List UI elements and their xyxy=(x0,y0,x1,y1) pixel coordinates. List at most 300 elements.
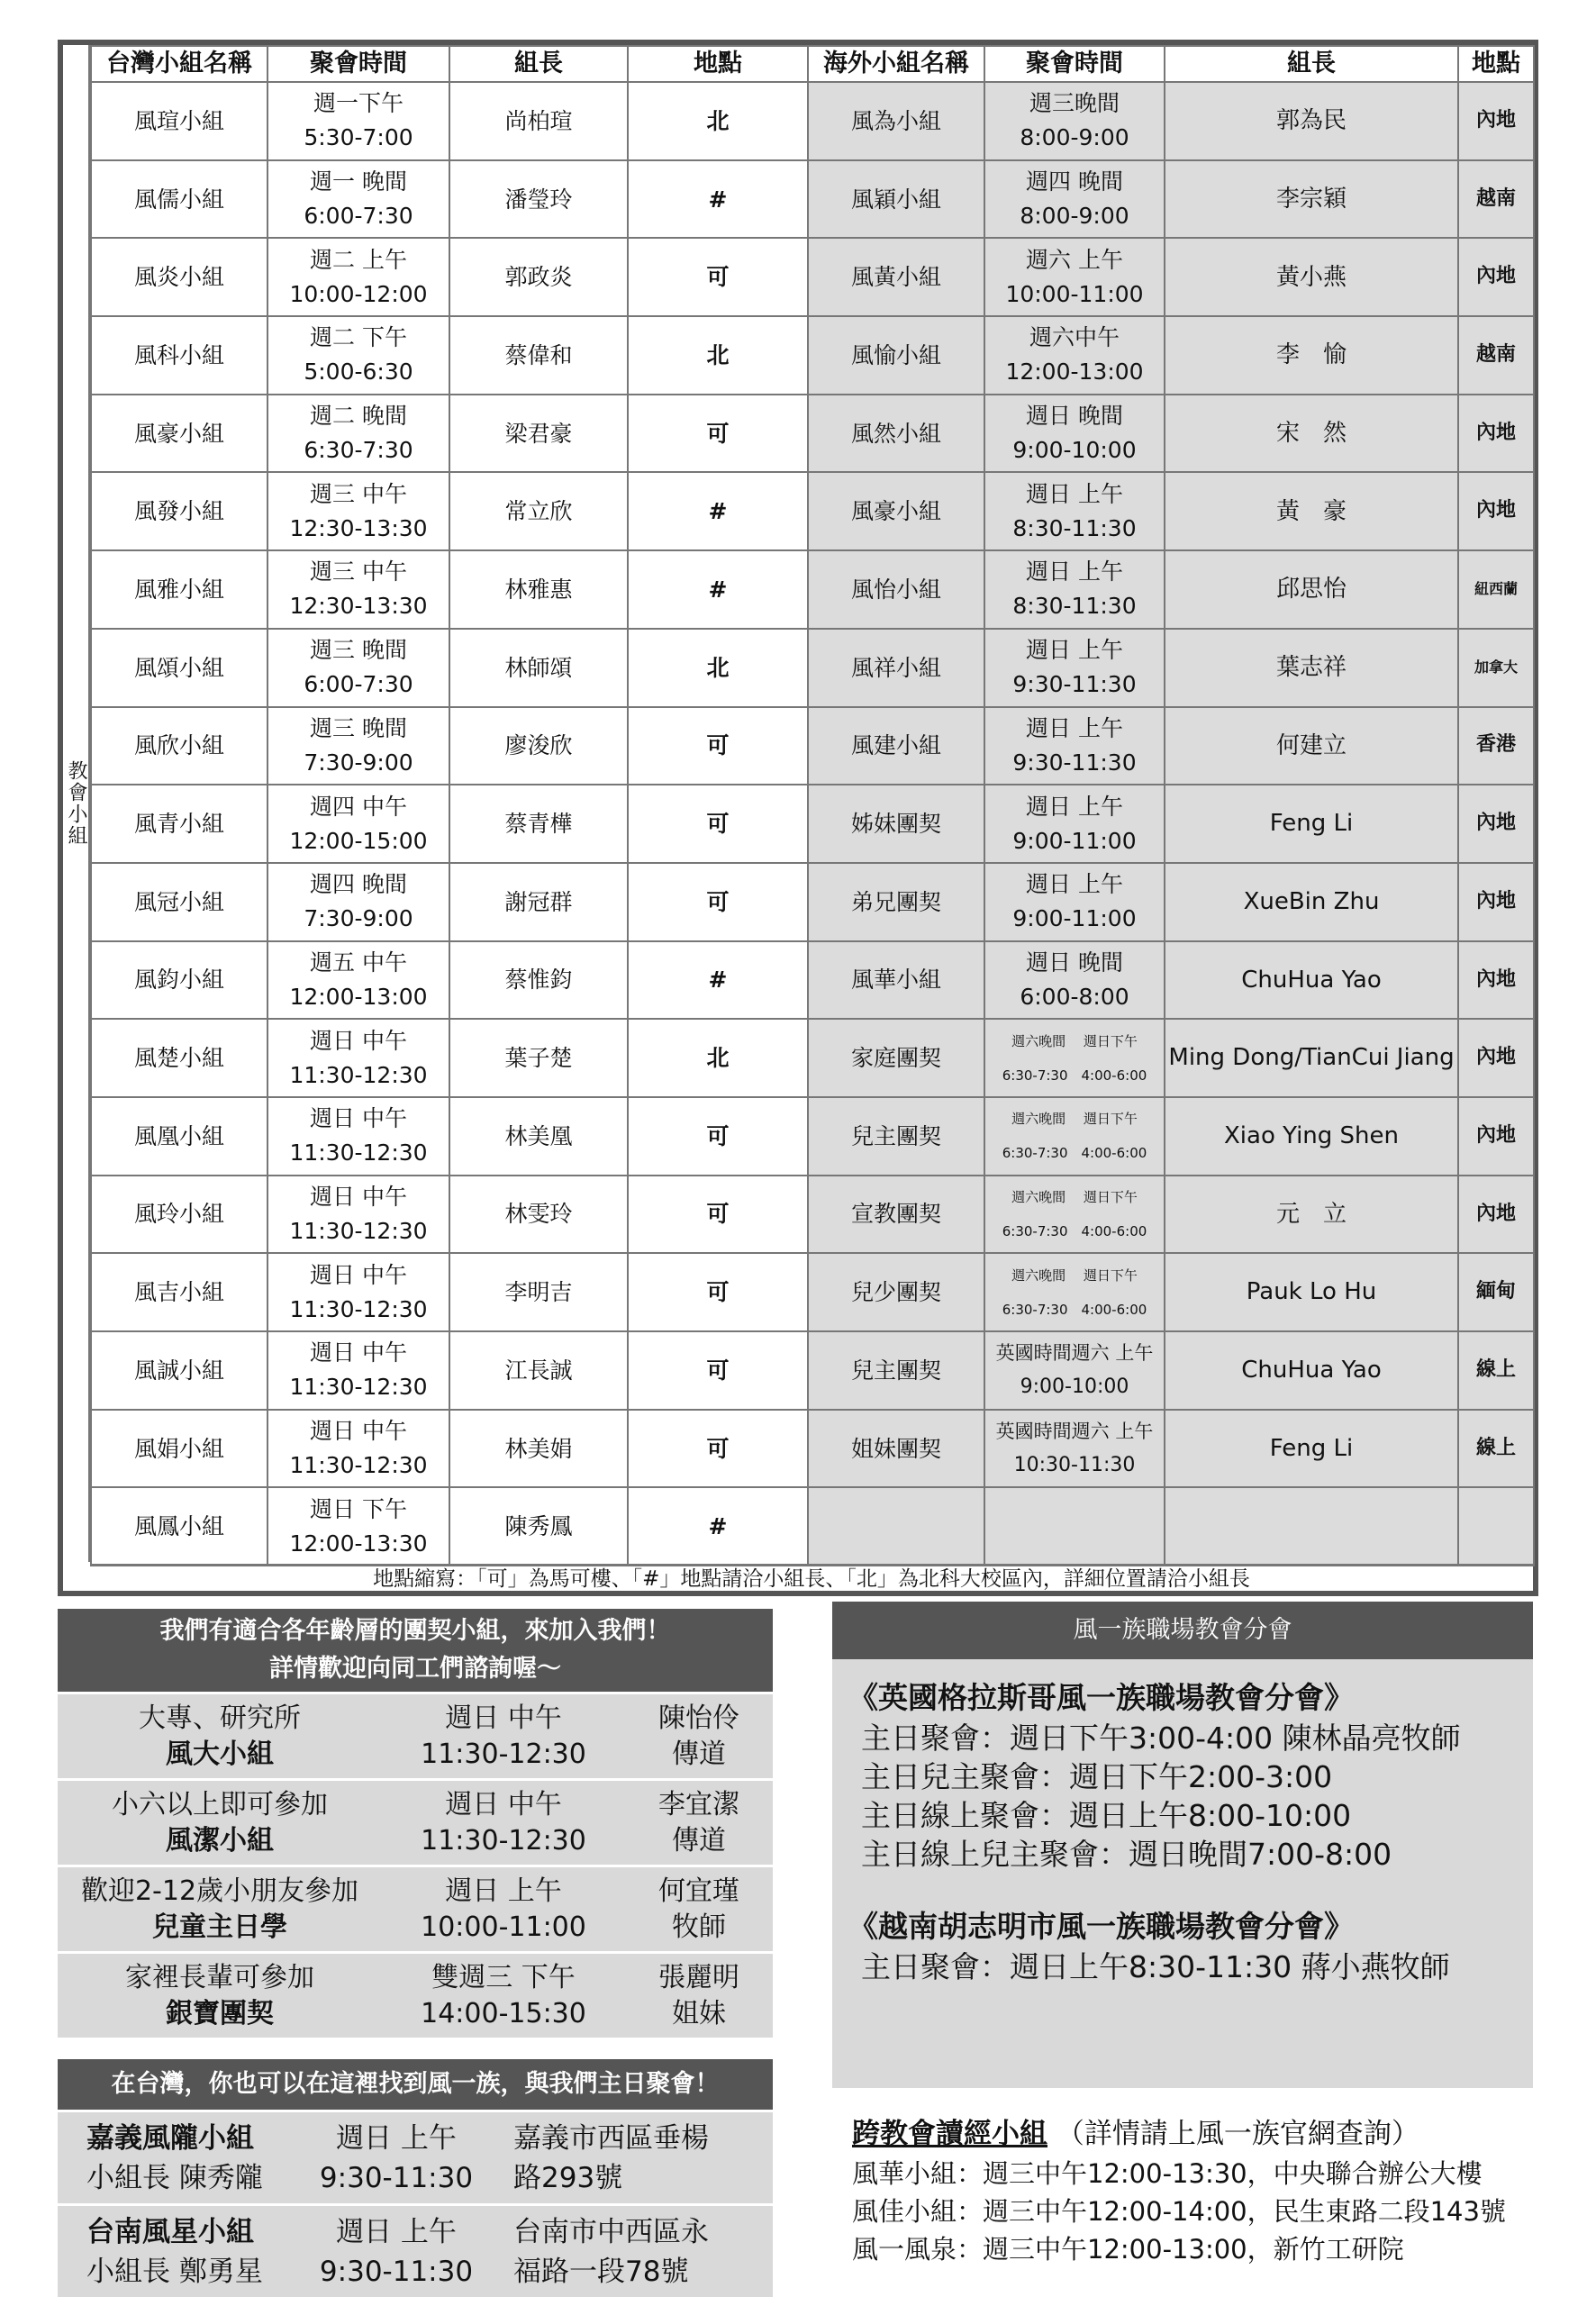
group-name: 銀寶團契 xyxy=(166,1997,274,2029)
overseas-group-leader: Xiao Ying Shen xyxy=(1165,1097,1458,1176)
taiwan-groups-header: 在台灣，你也可以在這裡找到風一族，與我們主日聚會！ xyxy=(58,2059,773,2110)
time-range: 8:30-11:30 xyxy=(1012,593,1137,620)
overseas-location: 加拿大 xyxy=(1458,629,1534,707)
overseas-group-leader: ChuHua Yao xyxy=(1165,941,1458,1020)
table-row xyxy=(91,550,1534,629)
taiwan-meeting-time xyxy=(268,238,449,316)
overseas-group-leader: 李 愉 xyxy=(1165,316,1458,395)
taiwan-location: 可 xyxy=(628,1331,808,1410)
time-range: 9:00-11:00 xyxy=(1012,827,1137,854)
table-row xyxy=(91,1487,1534,1566)
group-time xyxy=(382,1960,625,2032)
taiwan-meeting-time xyxy=(268,1487,449,1566)
taiwan-location: 可 xyxy=(628,1253,808,1331)
taiwan-location: 北 xyxy=(628,629,808,707)
taiwan-location: # xyxy=(628,472,808,550)
group-name: 兒童主日學 xyxy=(152,1911,287,1943)
taiwan-meeting-time xyxy=(268,785,449,863)
time-range: 6:30-7:30 4:00-6:00 xyxy=(1002,1067,1147,1084)
taiwan-group-name: 風鳳小組 xyxy=(91,1487,268,1566)
overseas-group-leader: 李宗穎 xyxy=(1165,160,1458,239)
fellowship-group-row xyxy=(58,1778,773,1865)
header-overseas-location: 地點 xyxy=(1458,46,1534,82)
table-row xyxy=(91,1253,1534,1331)
overseas-meeting-time xyxy=(984,785,1165,863)
time-range: 9:00-10:00 xyxy=(1020,1375,1129,1399)
overseas-meeting-time xyxy=(984,707,1165,785)
overseas-group-name: 姐妹團契 xyxy=(808,1410,984,1488)
taiwan-group-info xyxy=(58,2212,290,2292)
taiwan-group-leader: 尚柏瑄 xyxy=(449,82,628,160)
time-day: 週日 上午 xyxy=(1026,480,1123,507)
time-day: 週日 上午 xyxy=(1026,558,1123,586)
overseas-group-leader: 邱思怡 xyxy=(1165,550,1458,629)
overseas-group-leader: Ming Dong/TianCui Jiang xyxy=(1165,1019,1458,1097)
taiwan-group-leader: 梁君豪 xyxy=(449,395,628,473)
time-day: 週日 晚間 xyxy=(1026,403,1123,430)
workplace-church-branch-panel xyxy=(832,1602,1533,2088)
overseas-meeting-time xyxy=(984,395,1165,473)
address-line: 路293號 xyxy=(513,2161,623,2194)
taiwan-location: 北 xyxy=(628,316,808,395)
taiwan-group-leader: 郭政炎 xyxy=(449,238,628,316)
table-header-row xyxy=(91,46,1534,82)
taiwan-group-time xyxy=(290,2212,503,2292)
overseas-group-name: 風穎小組 xyxy=(808,160,984,239)
group-day: 雙週三 下午 xyxy=(431,1961,576,1993)
overseas-meeting-time xyxy=(984,316,1165,395)
taiwan-group-leader: 葉子楚 xyxy=(449,1019,628,1097)
overseas-meeting-time xyxy=(984,941,1165,1020)
time-day: 週日 晚間 xyxy=(1026,949,1123,976)
time-day: 週六 上午 xyxy=(1026,246,1123,273)
taiwan-group-time-range: 9:30-11:30 xyxy=(319,2161,474,2194)
time-range: 6:30-7:30 4:00-6:00 xyxy=(1002,1145,1147,1162)
table-row xyxy=(91,863,1534,941)
time-range: 11:30-12:30 xyxy=(289,1295,428,1322)
time-range: 7:30-9:00 xyxy=(304,749,413,776)
fellowship-group-row xyxy=(58,1951,773,2038)
time-day: 週六中午 xyxy=(1029,324,1120,351)
overseas-group-leader: 葉志祥 xyxy=(1165,629,1458,707)
group-name: 風大小組 xyxy=(166,1738,274,1770)
taiwan-group-name: 風儒小組 xyxy=(91,160,268,239)
taiwan-meeting-time xyxy=(268,1019,449,1097)
time-day: 週日 中午 xyxy=(310,1261,407,1288)
overseas-location: 內地 xyxy=(1458,863,1534,941)
taiwan-meeting-time xyxy=(268,395,449,473)
overseas-location: 內地 xyxy=(1458,1019,1534,1097)
group-description: 歡迎2-12歲小朋友參加 xyxy=(80,1875,359,1907)
taiwan-meeting-time xyxy=(268,1410,449,1488)
taiwan-group-leader: 林美凰 xyxy=(449,1097,628,1176)
time-day: 週二 晚間 xyxy=(310,403,407,430)
group-contact xyxy=(625,1960,773,2032)
time-day: 週三 中午 xyxy=(310,558,407,586)
uk-branch-title: 《英國格拉斯哥風一族職場教會分會》 xyxy=(848,1680,1354,1715)
header-overseas-time: 聚會時間 xyxy=(984,46,1165,82)
overseas-group-leader: Feng Li xyxy=(1165,1410,1458,1488)
taiwan-groups-panel xyxy=(58,2059,773,2297)
time-range: 9:30-11:30 xyxy=(1012,671,1137,698)
overseas-location: 內地 xyxy=(1458,1097,1534,1176)
vn-branch-title: 《越南胡志明市風一族職場教會分會》 xyxy=(848,1909,1354,1944)
taiwan-group-row xyxy=(58,2203,773,2297)
time-range: 10:30-11:30 xyxy=(1013,1454,1136,1477)
uk-branch-service: 主日線上兒主聚會：週日晚間7:00-8:00 xyxy=(861,1837,1392,1872)
time-range: 7:30-9:00 xyxy=(304,905,413,932)
taiwan-location: # xyxy=(628,550,808,629)
time-day: 週三 晚間 xyxy=(310,637,407,664)
time-day: 週日 上午 xyxy=(1026,793,1123,820)
uk-branch-service: 主日兒主聚會：週日下午2:00-3:00 xyxy=(861,1759,1333,1794)
contact-role: 姐妹 xyxy=(672,1997,726,2029)
time-range: 12:30-13:30 xyxy=(289,593,428,620)
overseas-group-name: 弟兄團契 xyxy=(808,863,984,941)
overseas-location: 線上 xyxy=(1458,1331,1534,1410)
time-range: 11:30-12:30 xyxy=(289,1139,428,1167)
overseas-group-name: 風怡小組 xyxy=(808,550,984,629)
taiwan-location: 北 xyxy=(628,1019,808,1097)
overseas-meeting-time xyxy=(984,1097,1165,1176)
taiwan-group-leader: 林師頌 xyxy=(449,629,628,707)
overseas-location: 緬甸 xyxy=(1458,1253,1534,1331)
group-description: 家裡長輩可參加 xyxy=(125,1961,314,1993)
group-info xyxy=(58,1960,382,2032)
taiwan-group-leader-line: 小組長 陳秀隴 xyxy=(86,2161,263,2194)
taiwan-group-leader: 林雅惠 xyxy=(449,550,628,629)
group-schedule-table xyxy=(58,40,1538,1596)
uk-branch-service: 主日聚會：週日下午3:00-4:00 陳林晶亮牧師 xyxy=(861,1720,1461,1756)
taiwan-group-leader: 常立欣 xyxy=(449,472,628,550)
overseas-location: 內地 xyxy=(1458,472,1534,550)
table-row xyxy=(91,941,1534,1020)
overseas-group-name: 風愉小組 xyxy=(808,316,984,395)
reading-group-line: 風華小組：週三中午12:00-13:30，中央聯合辦公大樓 xyxy=(852,2158,1483,2189)
time-range: 9:30-11:30 xyxy=(1012,749,1137,776)
overseas-location: 線上 xyxy=(1458,1410,1534,1488)
overseas-meeting-time xyxy=(984,1487,1165,1566)
overseas-group-leader: 宋 然 xyxy=(1165,395,1458,473)
taiwan-group-name: 風鈞小組 xyxy=(91,941,268,1020)
time-day: 英國時間週六 上午 xyxy=(995,1421,1154,1443)
cross-church-reading-groups xyxy=(852,2113,1582,2268)
address-line: 嘉義市西區垂楊 xyxy=(513,2121,709,2155)
taiwan-group-name: 風雅小組 xyxy=(91,550,268,629)
reading-note: （詳情請上風一族官網查詢） xyxy=(1056,2118,1419,2150)
overseas-group-leader: 黃小燕 xyxy=(1165,238,1458,316)
time-day: 週五 中午 xyxy=(310,949,407,976)
group-day: 週日 中午 xyxy=(445,1788,562,1820)
time-range: 12:00-15:00 xyxy=(289,827,428,854)
time-range: 8:00-9:00 xyxy=(1020,124,1129,151)
address-line: 福路一段78號 xyxy=(513,2255,689,2288)
group-name: 風潔小組 xyxy=(166,1824,274,1857)
time-range: 8:30-11:30 xyxy=(1012,514,1137,541)
overseas-group-name: 兒主團契 xyxy=(808,1331,984,1410)
taiwan-group-row xyxy=(58,2110,773,2203)
taiwan-group-leader: 蔡偉和 xyxy=(449,316,628,395)
time-day: 週四 中午 xyxy=(310,793,407,820)
taiwan-group-name: 風凰小組 xyxy=(91,1097,268,1176)
taiwan-group-info xyxy=(58,2119,290,2198)
taiwan-group-leader: 陳秀鳳 xyxy=(449,1487,628,1566)
overseas-group-leader xyxy=(1165,1487,1458,1566)
contact-name: 李宜潔 xyxy=(658,1788,739,1820)
taiwan-group-name: 風頌小組 xyxy=(91,629,268,707)
taiwan-group-time xyxy=(290,2119,503,2198)
overseas-group-name: 風建小組 xyxy=(808,707,984,785)
reading-title-line xyxy=(852,2113,1582,2155)
table-row xyxy=(91,629,1534,707)
schedule-grid xyxy=(90,45,1535,1566)
table-row xyxy=(91,707,1534,785)
taiwan-location: 北 xyxy=(628,82,808,160)
overseas-group-name: 姊妹團契 xyxy=(808,785,984,863)
time-day: 週二 下午 xyxy=(310,324,407,351)
taiwan-group-title: 台南風星小組 xyxy=(86,2215,254,2248)
overseas-group-name: 風然小組 xyxy=(808,395,984,473)
overseas-location: 內地 xyxy=(1458,941,1534,1020)
group-time-range: 14:00-15:30 xyxy=(421,1997,586,2029)
table-row xyxy=(91,82,1534,160)
contact-name: 陳怡伶 xyxy=(658,1702,739,1734)
table-row xyxy=(91,1097,1534,1176)
taiwan-group-name: 風冠小組 xyxy=(91,863,268,941)
taiwan-location: 可 xyxy=(628,785,808,863)
overseas-group-name: 兒主團契 xyxy=(808,1097,984,1176)
overseas-location xyxy=(1458,1487,1534,1566)
time-day: 週三 晚間 xyxy=(310,714,407,741)
overseas-group-name: 家庭團契 xyxy=(808,1019,984,1097)
taiwan-meeting-time xyxy=(268,941,449,1020)
time-day: 週日 上午 xyxy=(1026,714,1123,741)
taiwan-group-name: 風豪小組 xyxy=(91,395,268,473)
overseas-group-leader: XueBin Zhu xyxy=(1165,863,1458,941)
overseas-meeting-time xyxy=(984,629,1165,707)
group-time-range: 11:30-12:30 xyxy=(421,1824,586,1857)
taiwan-meeting-time xyxy=(268,82,449,160)
time-range: 12:00-13:00 xyxy=(289,983,428,1010)
time-range: 11:30-12:30 xyxy=(289,1061,428,1088)
taiwan-group-leader: 江長誠 xyxy=(449,1331,628,1410)
fellowship-groups-header: 我們有適合各年齡層的團契小組，來加入我們！ 詳情歡迎向同工們諮詢喔～ xyxy=(58,1609,773,1692)
taiwan-location: 可 xyxy=(628,1176,808,1254)
taiwan-meeting-time xyxy=(268,1097,449,1176)
taiwan-meeting-time xyxy=(268,1253,449,1331)
overseas-location: 內地 xyxy=(1458,238,1534,316)
header-overseas-leader: 組長 xyxy=(1165,46,1458,82)
location-footnote: 地點縮寫：「可」為馬可樓、「#」地點請洽小組長、「北」為北科大校區內，詳細位置請洽小組長 xyxy=(90,1564,1533,1591)
overseas-group-leader: 何建立 xyxy=(1165,707,1458,785)
overseas-group-name: 風為小組 xyxy=(808,82,984,160)
taiwan-group-time-range: 9:30-11:30 xyxy=(319,2255,474,2288)
taiwan-location: 可 xyxy=(628,1097,808,1176)
time-day: 週四 晚間 xyxy=(1026,168,1123,195)
time-range: 5:00-6:30 xyxy=(304,359,413,386)
taiwan-group-leader: 李明吉 xyxy=(449,1253,628,1331)
contact-role: 傳道 xyxy=(672,1738,726,1770)
taiwan-group-day: 週日 上午 xyxy=(336,2121,457,2155)
taiwan-group-leader: 蔡青樺 xyxy=(449,785,628,863)
taiwan-group-leader: 潘瑩玲 xyxy=(449,160,628,239)
taiwan-group-name: 風發小組 xyxy=(91,472,268,550)
branch-header: 風一族職場教會分會 xyxy=(832,1602,1533,1659)
taiwan-group-address xyxy=(503,2212,773,2292)
overseas-meeting-time xyxy=(984,1410,1165,1488)
overseas-meeting-time xyxy=(984,1019,1165,1097)
overseas-group-leader: Feng Li xyxy=(1165,785,1458,863)
time-day: 週日 中午 xyxy=(310,1105,407,1132)
time-range: 11:30-12:30 xyxy=(289,1452,428,1479)
time-day: 週日 上午 xyxy=(1026,871,1123,898)
time-day: 英國時間週六 上午 xyxy=(995,1342,1154,1365)
taiwan-location: 可 xyxy=(628,707,808,785)
taiwan-group-name: 風吉小組 xyxy=(91,1253,268,1331)
taiwan-group-title: 嘉義風隴小組 xyxy=(86,2121,254,2155)
time-range: 12:30-13:30 xyxy=(289,514,428,541)
table-row xyxy=(91,1410,1534,1488)
taiwan-location: # xyxy=(628,941,808,1020)
table-row xyxy=(91,160,1534,239)
group-description: 小六以上即可參加 xyxy=(112,1788,328,1820)
taiwan-group-leader: 廖浚欣 xyxy=(449,707,628,785)
time-range: 9:00-11:00 xyxy=(1012,905,1137,932)
group-info xyxy=(58,1701,382,1773)
time-range: 11:30-12:30 xyxy=(289,1374,428,1401)
overseas-group-name: 風豪小組 xyxy=(808,472,984,550)
uk-branch-service: 主日線上聚會：週日上午8:00-10:00 xyxy=(861,1798,1352,1833)
contact-role: 牧師 xyxy=(672,1911,726,1943)
overseas-meeting-time xyxy=(984,863,1165,941)
taiwan-meeting-time xyxy=(268,316,449,395)
overseas-meeting-time xyxy=(984,550,1165,629)
table-row xyxy=(91,785,1534,863)
reading-group-line: 風一風泉：週三中午12:00-13:00，新竹工研院 xyxy=(852,2234,1404,2265)
taiwan-group-name: 風楚小組 xyxy=(91,1019,268,1097)
overseas-location: 香港 xyxy=(1458,707,1534,785)
taiwan-location: # xyxy=(628,160,808,239)
overseas-group-leader: Pauk Lo Hu xyxy=(1165,1253,1458,1331)
time-day: 週日 中午 xyxy=(310,1027,407,1054)
overseas-group-name xyxy=(808,1487,984,1566)
taiwan-group-leader: 蔡惟鈞 xyxy=(449,941,628,1020)
taiwan-group-name: 風娟小組 xyxy=(91,1410,268,1488)
time-range: 12:00-13:00 xyxy=(1005,359,1144,386)
fellowship-groups-panel xyxy=(58,1609,773,2038)
table-row xyxy=(91,316,1534,395)
time-day: 週六晚間 週日下午 xyxy=(1011,1188,1138,1205)
table-row xyxy=(91,1019,1534,1097)
taiwan-group-name: 風欣小組 xyxy=(91,707,268,785)
time-range: 6:00-7:30 xyxy=(304,671,413,698)
time-range: 6:00-7:30 xyxy=(304,203,413,230)
overseas-group-name: 風祥小組 xyxy=(808,629,984,707)
time-range: 12:00-13:30 xyxy=(289,1530,428,1557)
header-overseas-group: 海外小組名稱 xyxy=(808,46,984,82)
overseas-meeting-time xyxy=(984,1176,1165,1254)
address-line: 台南市中西區永 xyxy=(513,2215,709,2248)
time-day: 週一 晚間 xyxy=(310,168,407,195)
taiwan-group-address xyxy=(503,2119,773,2198)
overseas-meeting-time xyxy=(984,1331,1165,1410)
taiwan-location: 可 xyxy=(628,395,808,473)
overseas-group-leader: 郭為民 xyxy=(1165,82,1458,160)
time-day: 週六晚間 週日下午 xyxy=(1011,1111,1138,1128)
taiwan-group-name: 風青小組 xyxy=(91,785,268,863)
taiwan-group-name: 風炎小組 xyxy=(91,238,268,316)
time-day: 週日 上午 xyxy=(1026,637,1123,664)
time-range: 6:00-8:00 xyxy=(1020,983,1129,1010)
reading-group-line: 風佳小組：週三中午12:00-14:00，民生東路二段143號 xyxy=(852,2196,1506,2227)
taiwan-location: 可 xyxy=(628,238,808,316)
time-range: 5:30-7:00 xyxy=(304,124,413,151)
taiwan-group-leader: 謝冠群 xyxy=(449,863,628,941)
overseas-group-leader: 元 立 xyxy=(1165,1176,1458,1254)
table-row xyxy=(91,472,1534,550)
time-day: 週一下午 xyxy=(313,90,404,117)
group-info xyxy=(58,1874,382,1946)
taiwan-group-leader: 林雯玲 xyxy=(449,1176,628,1254)
group-time-range: 10:00-11:00 xyxy=(421,1911,586,1943)
time-range: 10:00-12:00 xyxy=(289,280,428,307)
taiwan-group-name: 風玲小組 xyxy=(91,1176,268,1254)
taiwan-meeting-time xyxy=(268,863,449,941)
overseas-meeting-time xyxy=(984,472,1165,550)
time-day: 週四 晚間 xyxy=(310,871,407,898)
fellowship-group-row xyxy=(58,1865,773,1951)
overseas-location: 越南 xyxy=(1458,316,1534,395)
contact-role: 傳道 xyxy=(672,1824,726,1857)
side-label: 教會小組 xyxy=(63,45,90,1562)
contact-name: 張麗明 xyxy=(658,1961,739,1993)
taiwan-location: 可 xyxy=(628,1410,808,1488)
overseas-group-leader: ChuHua Yao xyxy=(1165,1331,1458,1410)
taiwan-meeting-time xyxy=(268,629,449,707)
taiwan-meeting-time xyxy=(268,1331,449,1410)
overseas-location: 內地 xyxy=(1458,395,1534,473)
vn-branch-service: 主日聚會：週日上午8:30-11:30 蔣小燕牧師 xyxy=(861,1949,1450,1984)
group-day: 週日 上午 xyxy=(445,1875,562,1907)
header-taiwan-group: 台灣小組名稱 xyxy=(91,46,268,82)
overseas-meeting-time xyxy=(984,82,1165,160)
taiwan-group-day: 週日 上午 xyxy=(336,2215,457,2248)
time-day: 週日 下午 xyxy=(310,1495,407,1522)
overseas-group-leader: 黃 豪 xyxy=(1165,472,1458,550)
taiwan-group-leader-line: 小組長 鄭勇星 xyxy=(86,2255,263,2288)
taiwan-location: 可 xyxy=(628,863,808,941)
overseas-group-name: 風黃小組 xyxy=(808,238,984,316)
time-range: 6:30-7:30 4:00-6:00 xyxy=(1002,1222,1147,1239)
overseas-location: 紐西蘭 xyxy=(1458,550,1534,629)
overseas-group-name: 風華小組 xyxy=(808,941,984,1020)
time-range: 8:00-9:00 xyxy=(1020,203,1129,230)
taiwan-group-name: 風科小組 xyxy=(91,316,268,395)
table-row xyxy=(91,1331,1534,1410)
overseas-location: 內地 xyxy=(1458,785,1534,863)
taiwan-meeting-time xyxy=(268,707,449,785)
contact-name: 何宜瑾 xyxy=(658,1875,739,1907)
reading-title: 跨教會讀經小組 xyxy=(852,2118,1047,2150)
time-day: 週六晚間 週日下午 xyxy=(1011,1266,1138,1284)
time-day: 週三 中午 xyxy=(310,480,407,507)
taiwan-group-name: 風瑄小組 xyxy=(91,82,268,160)
taiwan-meeting-time xyxy=(268,160,449,239)
group-contact xyxy=(625,1874,773,1946)
time-day: 週三晚間 xyxy=(1029,90,1120,117)
time-range: 9:00-10:00 xyxy=(1012,437,1137,464)
overseas-group-name: 宣教團契 xyxy=(808,1176,984,1254)
